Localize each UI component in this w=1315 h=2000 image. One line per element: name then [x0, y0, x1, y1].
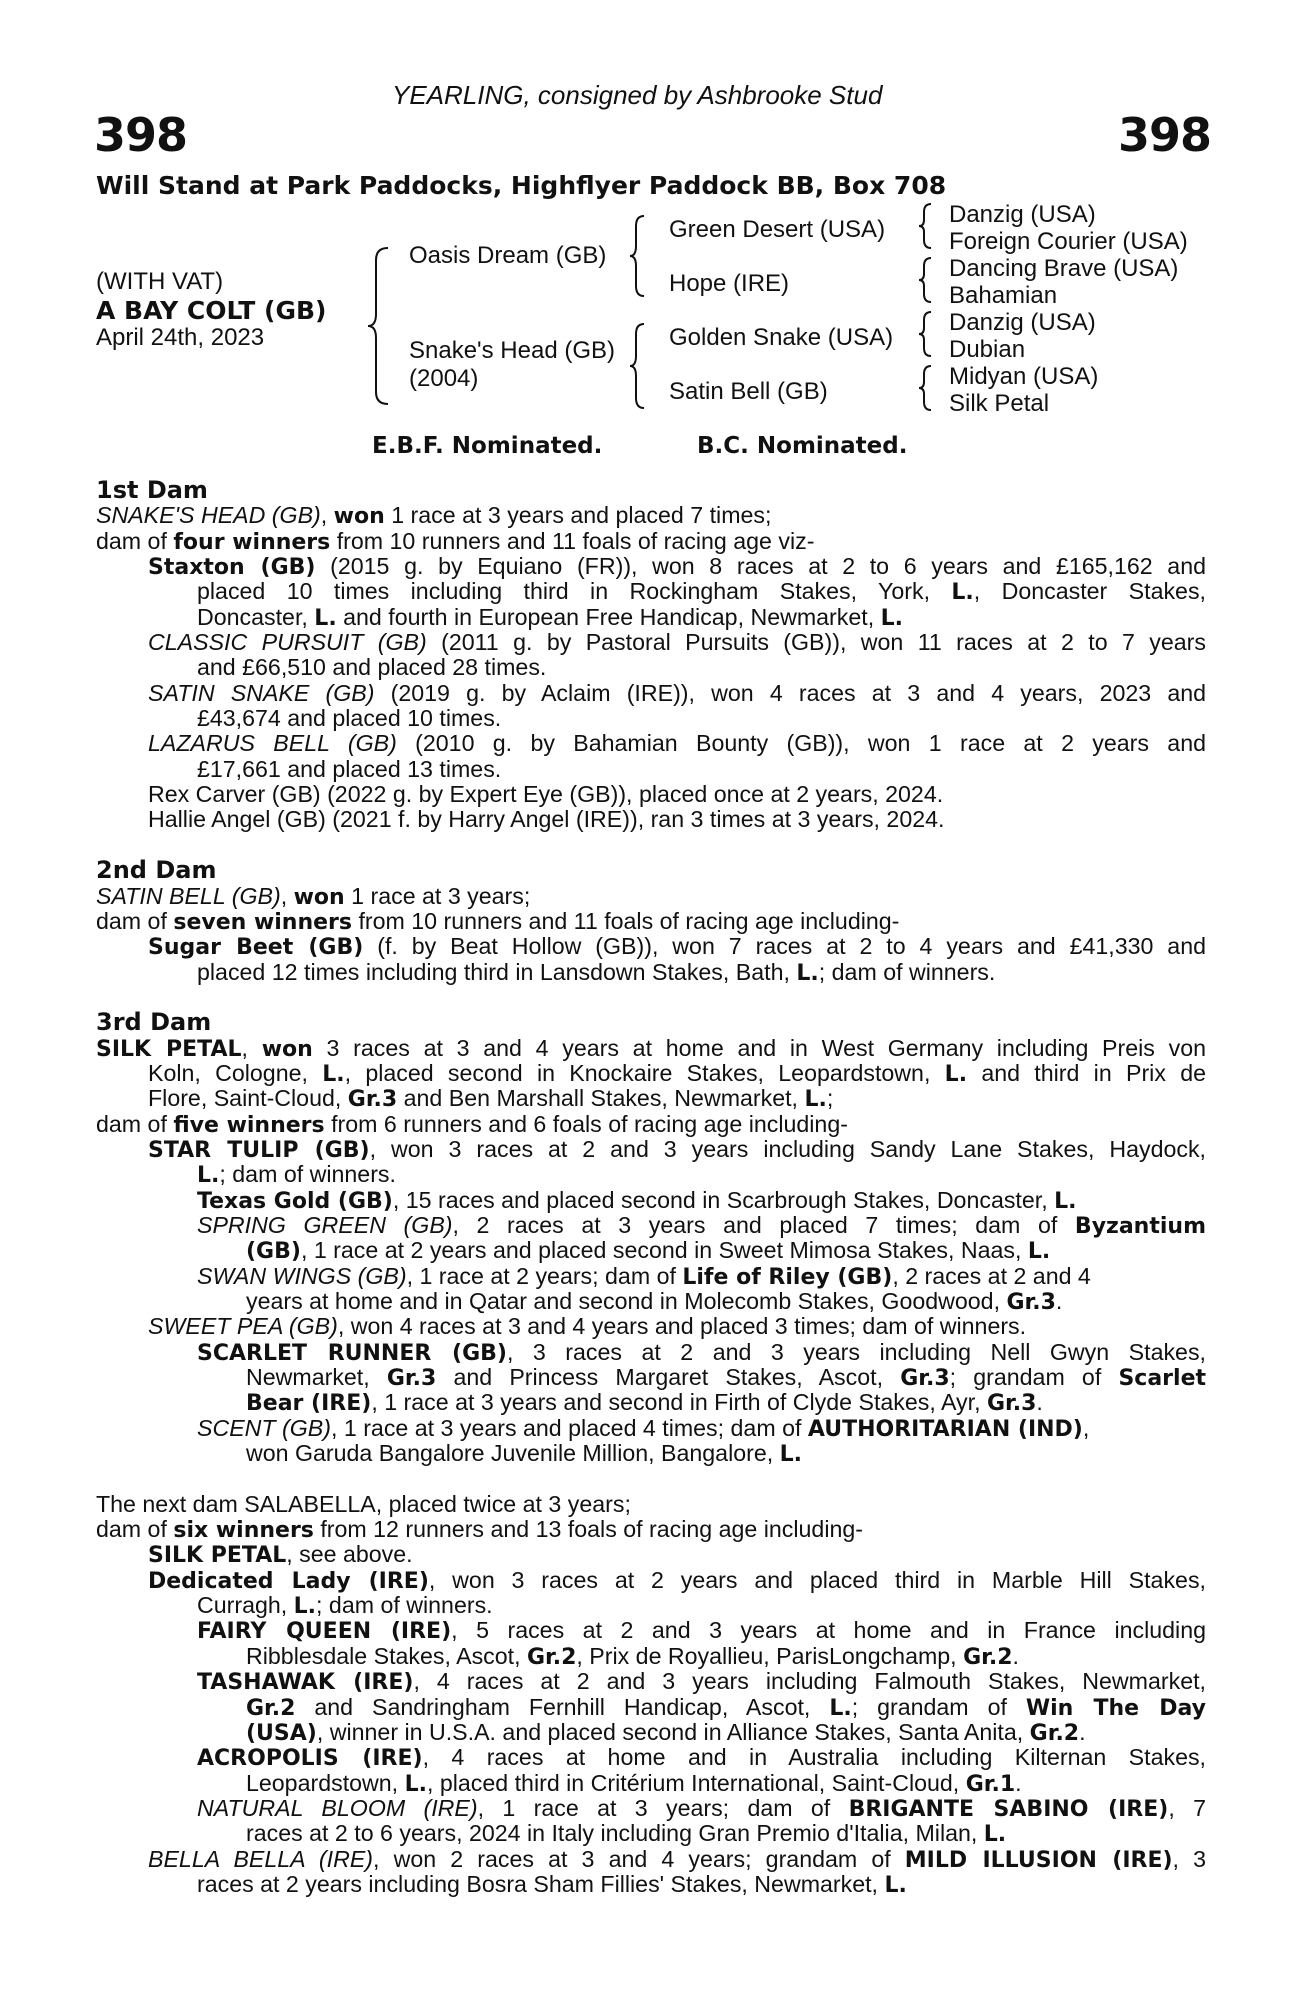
first-dam-produce-summary: dam of four winners from 10 runners and 11 foals of racing age viz-: [96, 527, 815, 555]
next-dam-line: The next dam SALABELLA, placed twice at 3 years;: [96, 1490, 631, 1517]
produce-swan-wings-cont: years at home and in Qatar and second in Molecomb Stakes, Goodwood, Gr.3.: [246, 1288, 1063, 1315]
dam-name: SNAKE'S HEAD (GB): [96, 502, 321, 529]
produce-rex-carver: Rex Carver (GB) (2022 g. by Expert Eye (GB)), placed once at 2 years, 2024.: [148, 781, 944, 808]
produce-sweet-pea: SWEET PEA (GB), won 4 races at 3 and 4 years and placed 3 times; dam of winners.: [148, 1313, 1027, 1340]
pedigree-dss: Danzig (USA): [949, 309, 1096, 336]
produce-scent-cont: won Garuda Bangalore Juvenile Million, Bangalore, L.: [246, 1440, 803, 1468]
produce-staxton-cont: placed 10 times including third in Rockingham Stakes, York, L., Doncaster Stakes,: [197, 578, 1206, 606]
pedigree-brace-main: [366, 246, 396, 406]
produce-natural-bloom-cont: races at 2 to 6 years, 2024 in Italy including Gran Premio d'Italia, Milan, L.: [246, 1820, 1007, 1848]
produce-star-tulip: STAR TULIP (GB), won 3 races at 2 and 3 years including Sandy Lane Stakes, Haydock,: [148, 1135, 1206, 1163]
third-dam-line-cont: Flore, Saint-Cloud, Gr.3 and Ben Marshall Stakes, Newmarket, L.;: [148, 1085, 834, 1113]
produce-tashawak-cont: (USA), winner in U.S.A. and placed second in Alliance Stakes, Santa Anita, Gr.2.: [246, 1718, 1086, 1746]
pedigree-brace-sd: [917, 256, 935, 304]
pedigree-brace-dd: [917, 364, 935, 412]
produce-swan-wings: SWAN WINGS (GB), 1 race at 2 years; dam of Life of Riley (GB), 2 races at 2 and 4: [197, 1262, 1091, 1290]
produce-tashawak: TASHAWAK (IRE), 4 races at 2 and 3 years including Falmouth Stakes, Newmarket,: [197, 1668, 1206, 1696]
second-dam-line: SATIN BELL (GB), won 1 race at 3 years;: [96, 882, 531, 910]
produce-dedicated-lady: Dedicated Lady (IRE), won 3 races at 2 years and placed third in Marble Hill Stakes,: [148, 1566, 1206, 1594]
produce-lazarus-bell: LAZARUS BELL (GB) (2010 g. by Bahamian Bounty (GB)), won 1 race at 2 years and: [148, 730, 1206, 757]
produce-staxton: Staxton (GB) (2015 g. by Equiano (FR)), won 8 races at 2 to 6 years and £165,162 and: [148, 553, 1206, 581]
pedigree-sire-dam: Hope (IRE): [669, 270, 790, 297]
pedigree-dsd: Dubian: [949, 336, 1026, 363]
produce-satin-snake-cont: £43,674 and placed 10 times.: [197, 705, 502, 732]
first-dam-line: SNAKE'S HEAD (GB), won 1 race at 3 years and placed 7 times;: [96, 502, 772, 530]
foaling-date: April 24th, 2023: [96, 324, 265, 351]
third-dam-line-cont: Koln, Cologne, L., placed second in Knockaire Stakes, Leopardstown, L. and third in Prix de: [148, 1059, 1206, 1087]
horse-name: A BAY COLT (GB): [96, 296, 327, 325]
produce-scarlet-runner-cont: Newmarket, Gr.3 and Princess Margaret Stakes, Ascot, Gr.3; grandam of Scarlet: [246, 1364, 1207, 1392]
bc-nomination: B.C. Nominated.: [697, 433, 908, 459]
pedigree-ddd: Silk Petal: [949, 390, 1050, 417]
pedigree-sds: Dancing Brave (USA): [949, 255, 1179, 282]
produce-hallie-angel: Hallie Angel (GB) (2021 f. by Harry Angel (IRE)), ran 3 times at 3 years, 2024.: [148, 806, 945, 833]
produce-satin-snake: SATIN SNAKE (GB) (2019 g. by Aclaim (IRE)), won 4 races at 3 and 4 years, 2023 and: [148, 679, 1207, 706]
produce-natural-bloom: NATURAL BLOOM (IRE), 1 race at 3 years; dam of BRIGANTE SABINO (IRE), 7: [197, 1794, 1207, 1822]
pedigree-sss: Danzig (USA): [949, 201, 1096, 228]
third-dam-produce-summary: dam of five winners from 6 runners and 6 foals of racing age including-: [96, 1110, 848, 1138]
catalogue-body: [96, 478, 1206, 1897]
produce-spring-green: SPRING GREEN (GB), 2 races at 3 years and placed 7 times; dam of Byzantium: [197, 1211, 1206, 1239]
pedigree-brace-dam: [628, 322, 650, 410]
second-dam-heading: 2nd Dam: [96, 856, 217, 885]
pedigree-sire: Oasis Dream (GB): [409, 242, 607, 269]
pedigree-dam: Snake's Head (GB): [409, 337, 616, 364]
pedigree-sdd: Bahamian: [949, 282, 1058, 309]
consignment-line: YEARLING, consigned by Ashbrooke Stud: [392, 80, 883, 110]
produce-bella-bella-cont: races at 2 years including Bosra Sham Fillies' Stakes, Newmarket, L.: [197, 1870, 907, 1898]
produce-acropolis-cont: Leopardstown, L., placed third in Critérium International, Saint-Cloud, Gr.1.: [246, 1769, 1022, 1797]
produce-classic-pursuit-cont: and £66,510 and placed 28 times.: [197, 654, 547, 681]
produce-staxton-cont: Doncaster, L. and fourth in European Free Handicap, Newmarket, L.: [197, 603, 903, 631]
pedigree-dds: Midyan (USA): [949, 363, 1099, 390]
pedigree-dam-year: (2004): [409, 365, 479, 392]
produce-silk-petal: SILK PETAL, see above.: [148, 1541, 413, 1569]
pedigree-dam-dam: Satin Bell (GB): [669, 378, 828, 405]
next-dam-produce-summary: dam of six winners from 12 runners and 13 foals of racing age including-: [96, 1516, 863, 1544]
pedigree-sire-sire: Green Desert (USA): [669, 216, 886, 243]
pedigree-ssd: Foreign Courier (USA): [949, 228, 1188, 255]
produce-fairy-queen: FAIRY QUEEN (IRE), 5 races at 2 and 3 years at home and in France including: [197, 1617, 1206, 1645]
first-dam-heading: 1st Dam: [96, 476, 208, 504]
produce-scarlet-runner-cont: Bear (IRE), 1 race at 3 years and second in Firth of Clyde Stakes, Ayr, Gr.3.: [246, 1389, 1043, 1417]
produce-dedicated-lady-cont: Curragh, L.; dam of winners.: [197, 1592, 493, 1620]
produce-tashawak-cont: Gr.2 and Sandringham Fernhill Handicap, Ascot, L.; grandam of Win The Day: [246, 1693, 1207, 1721]
pedigree-brace-sire: [628, 214, 650, 298]
third-dam-heading: 3rd Dam: [96, 1008, 212, 1037]
produce-bella-bella: BELLA BELLA (IRE), won 2 races at 3 and 4 years; grandam of MILD ILLUSION (IRE), 3: [148, 1845, 1207, 1873]
produce-sugar-beet-cont: placed 12 times including third in Lansdown Stakes, Bath, L.; dam of winners.: [197, 958, 996, 986]
produce-scarlet-runner: SCARLET RUNNER (GB), 3 races at 2 and 3 years including Nell Gwyn Stakes,: [197, 1338, 1206, 1366]
pedigree-dam-sire: Golden Snake (USA): [669, 324, 894, 351]
pedigree-brace-ss: [917, 202, 935, 250]
produce-spring-green-cont: (GB), 1 race at 2 years and placed second in Sweet Mimosa Stakes, Naas, L.: [246, 1237, 1051, 1265]
stand-location: Will Stand at Park Paddocks, Highflyer Paddock BB, Box 708: [96, 171, 947, 200]
produce-fairy-queen-cont: Ribblesdale Stakes, Ascot, Gr.2, Prix de Royallieu, ParisLongchamp, Gr.2.: [246, 1642, 1019, 1670]
produce-star-tulip-cont: L.; dam of winners.: [197, 1161, 396, 1189]
produce-sugar-beet: Sugar Beet (GB) (f. by Beat Hollow (GB)), won 7 races at 2 to 4 years and £41,330 and: [148, 933, 1206, 961]
second-dam-produce-summary: dam of seven winners from 10 runners and 11 foals of racing age including-: [96, 907, 900, 935]
produce-scent: SCENT (GB), 1 race at 3 years and placed 4 times; dam of AUTHORITARIAN (IND),: [197, 1414, 1090, 1442]
pedigree-brace-ds: [917, 310, 935, 358]
produce-texas-gold: Texas Gold (GB), 15 races and placed second in Scarbrough Stakes, Doncaster, L.: [197, 1186, 1077, 1214]
lot-number-right: 398: [1118, 108, 1212, 162]
vat-note: (WITH VAT): [96, 268, 224, 295]
produce-acropolis: ACROPOLIS (IRE), 4 races at home and in Australia including Kilternan Stakes,: [197, 1744, 1206, 1772]
third-dam-line: SILK PETAL, won 3 races at 3 and 4 years at home and in West Germany including Preis von: [96, 1034, 1206, 1062]
lot-number-left: 398: [94, 108, 188, 162]
ebf-nomination: E.B.F. Nominated.: [372, 433, 603, 459]
produce-classic-pursuit: CLASSIC PURSUIT (GB) (2011 g. by Pastoral Pursuits (GB)), won 11 races at 2 to 7 years: [148, 629, 1206, 656]
produce-lazarus-bell-cont: £17,661 and placed 13 times.: [197, 755, 502, 782]
